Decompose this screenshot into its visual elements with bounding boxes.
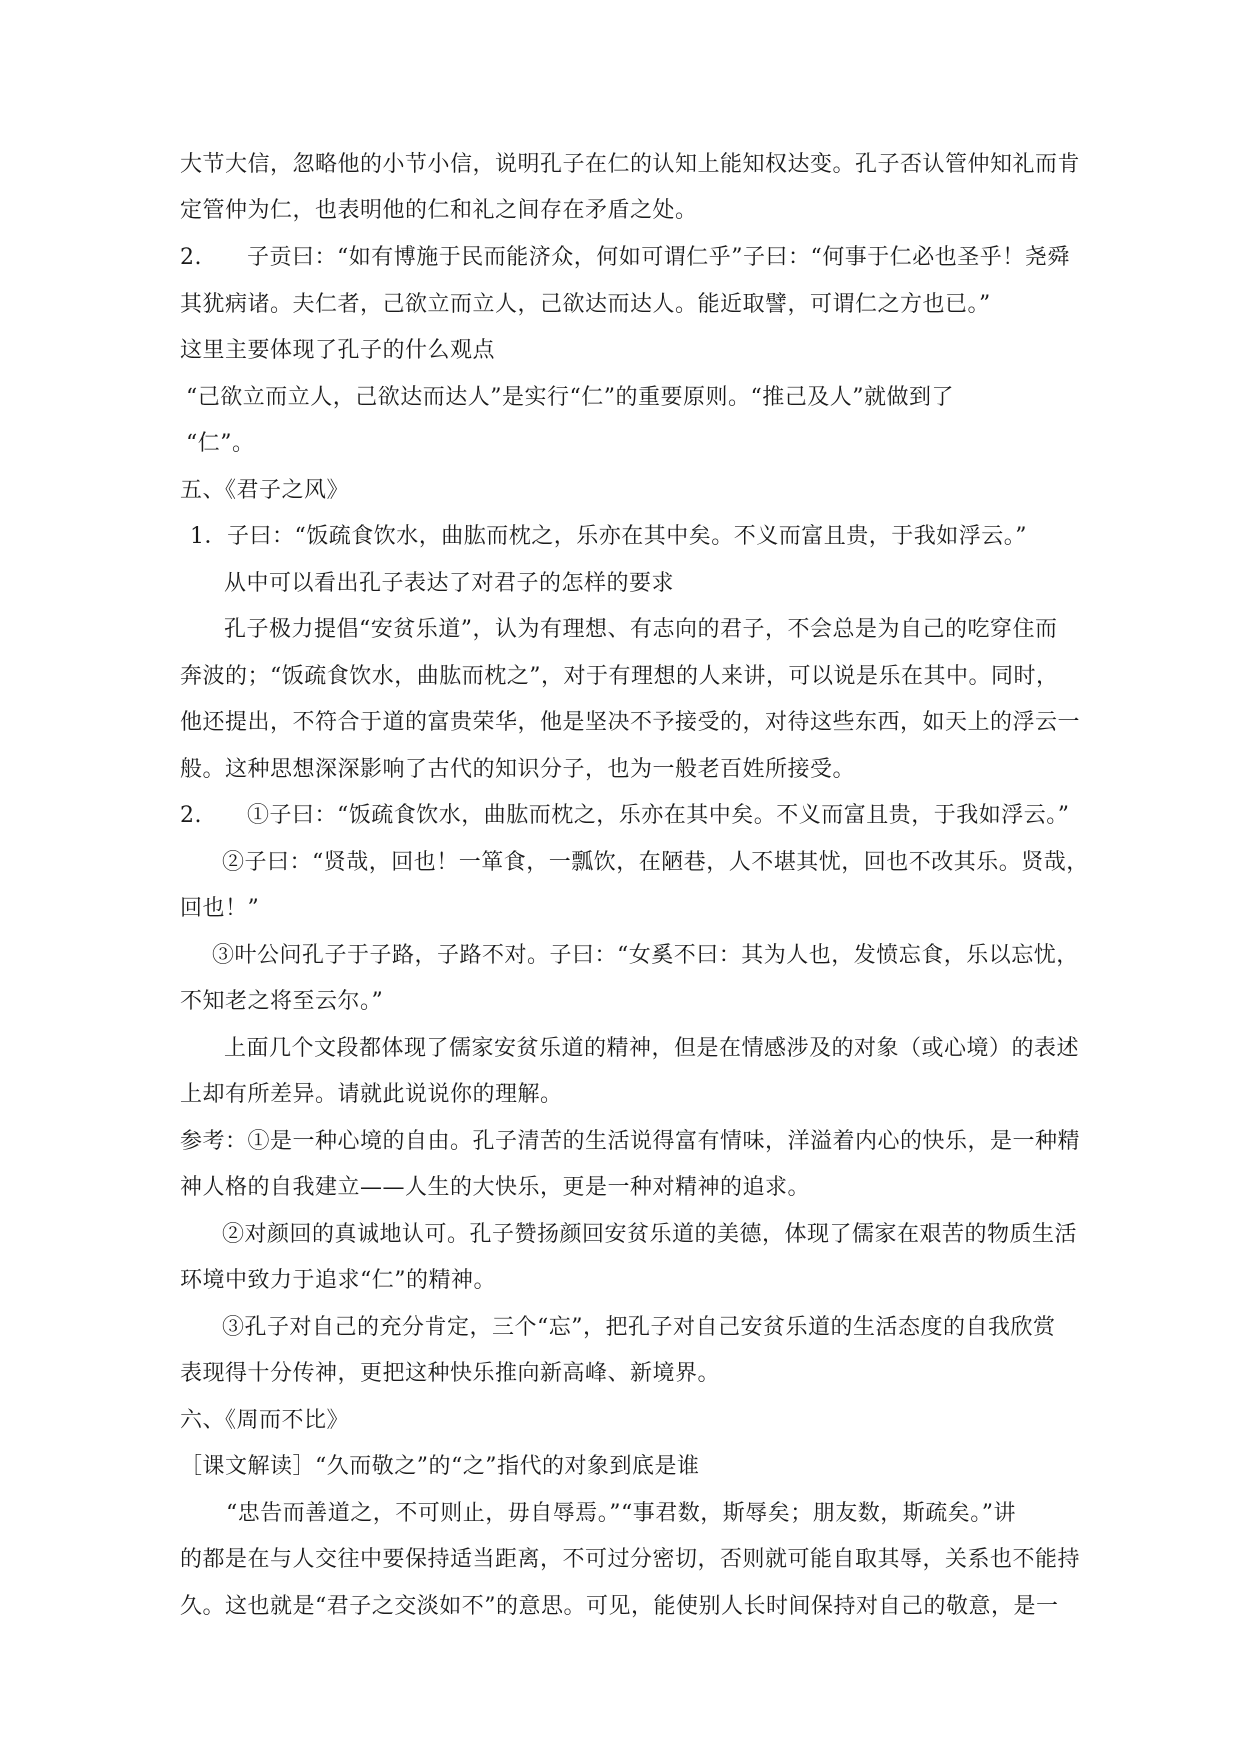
text-line: 其犹病诸。夫仁者，己欲立而立人，己欲达而达人。能近取譬，可谓仁之方也已。”	[180, 292, 991, 317]
text-line: 的都是在与人交往中要保持适当距离，不可过分密切，否则就可能自取其辱，关系也不能持	[180, 1547, 1081, 1572]
text-line: 奔波的；“饭疏食饮水，曲肱而枕之”，对于有理想的人来讲，可以说是乐在其中。同时，	[180, 664, 1059, 689]
text-line: 上面几个文段都体现了儒家安贫乐道的精神，但是在情感涉及的对象（或心境）的表述	[224, 1036, 1080, 1061]
text-line: ③叶公问孔子于子路，子路不对。子曰：“女奚不曰：其为人也，发愤忘食，乐以忘忧，	[212, 943, 1079, 968]
text-line: 环境中致力于追求“仁”的精神。	[180, 1268, 496, 1293]
text-line: “己欲立而立人，己欲达而达人”是实行“仁”的重要原则。“推己及人”就做到了	[186, 385, 954, 410]
text-line: 大节大信，忽略他的小节小信，说明孔子在仁的认知上能知权达变。孔子否认管仲知礼而肯	[180, 152, 1081, 177]
text-line: 从中可以看出孔子表达了对君子的怎样的要求	[224, 571, 675, 596]
text-line: 这里主要体现了孔子的什么观点	[180, 338, 496, 363]
section-heading: 六、《周而不比》	[180, 1408, 350, 1433]
text-line: 久。这也就是“君子之交淡如不”的意思。可见，能使别人长时间保持对自己的敬意，是一	[180, 1594, 1059, 1619]
text-line: ［课文解读］“久而敬之”的“之”指代的对象到底是谁	[180, 1454, 700, 1479]
text-line: 上却有所差异。请就此说说你的理解。	[180, 1082, 563, 1107]
text-line: 般。这种思想深深影响了古代的知识分子，也为一般老百姓所接受。	[180, 757, 856, 782]
text-line: 参考：①是一种心境的自由。孔子清苦的生活说得富有情味，洋溢着内心的快乐，是一种精	[180, 1129, 1081, 1154]
text-line: ②子曰：“贤哉，回也！一箪食，一瓢饮，在陋巷，人不堪其忧，回也不改其乐。贤哉，	[222, 850, 1089, 875]
text-line: 回也！”	[180, 896, 260, 921]
text-line: 表现得十分传神，更把这种快乐推向新高峰、新境界。	[180, 1361, 721, 1386]
text-line: “仁”。	[186, 431, 255, 456]
text-line: 1．子曰：“饭疏食饮水，曲肱而枕之，乐亦在其中矣。不义而富且贵，于我如浮云。”	[190, 524, 1027, 549]
text-line: “忠告而善道之，不可则止，毋自辱焉。”“事君数，斯辱矣；朋友数，斯疏矣。”讲	[226, 1501, 1016, 1526]
text-line: 他还提出，不符合于道的富贵荣华，他是坚决不予接受的，对待这些东西，如天上的浮云一	[180, 710, 1081, 735]
text-line: 定管仲为仁，也表明他的仁和礼之间存在矛盾之处。	[180, 198, 698, 223]
text-line: 孔子极力提倡“安贫乐道”，认为有理想、有志向的君子，不会总是为自己的吃穿住而	[224, 617, 1058, 642]
text-line: 2. 子贡曰：“如有博施于民而能济众，何如可谓仁乎”子曰：“何事于仁必也圣乎！尧舜	[180, 245, 1070, 270]
text-line: 2. ①子曰：“饭疏食饮水，曲肱而枕之，乐亦在其中矣。不义而富且贵，于我如浮云。”	[180, 803, 1070, 828]
text-line: ③孔子对自己的充分肯定，三个“忘”，把孔子对自己安贫乐道的生活态度的自我欣赏	[222, 1315, 1056, 1340]
text-line: ②对颜回的真诚地认可。孔子赞扬颜回安贫乐道的美德，体现了儒家在艰苦的物质生活	[222, 1222, 1078, 1247]
text-line: 不知老之将至云尔。”	[180, 989, 384, 1014]
text-line: 神人格的自我建立——人生的大快乐，更是一种对精神的追求。	[180, 1175, 811, 1200]
section-heading: 五、《君子之风》	[180, 478, 350, 503]
